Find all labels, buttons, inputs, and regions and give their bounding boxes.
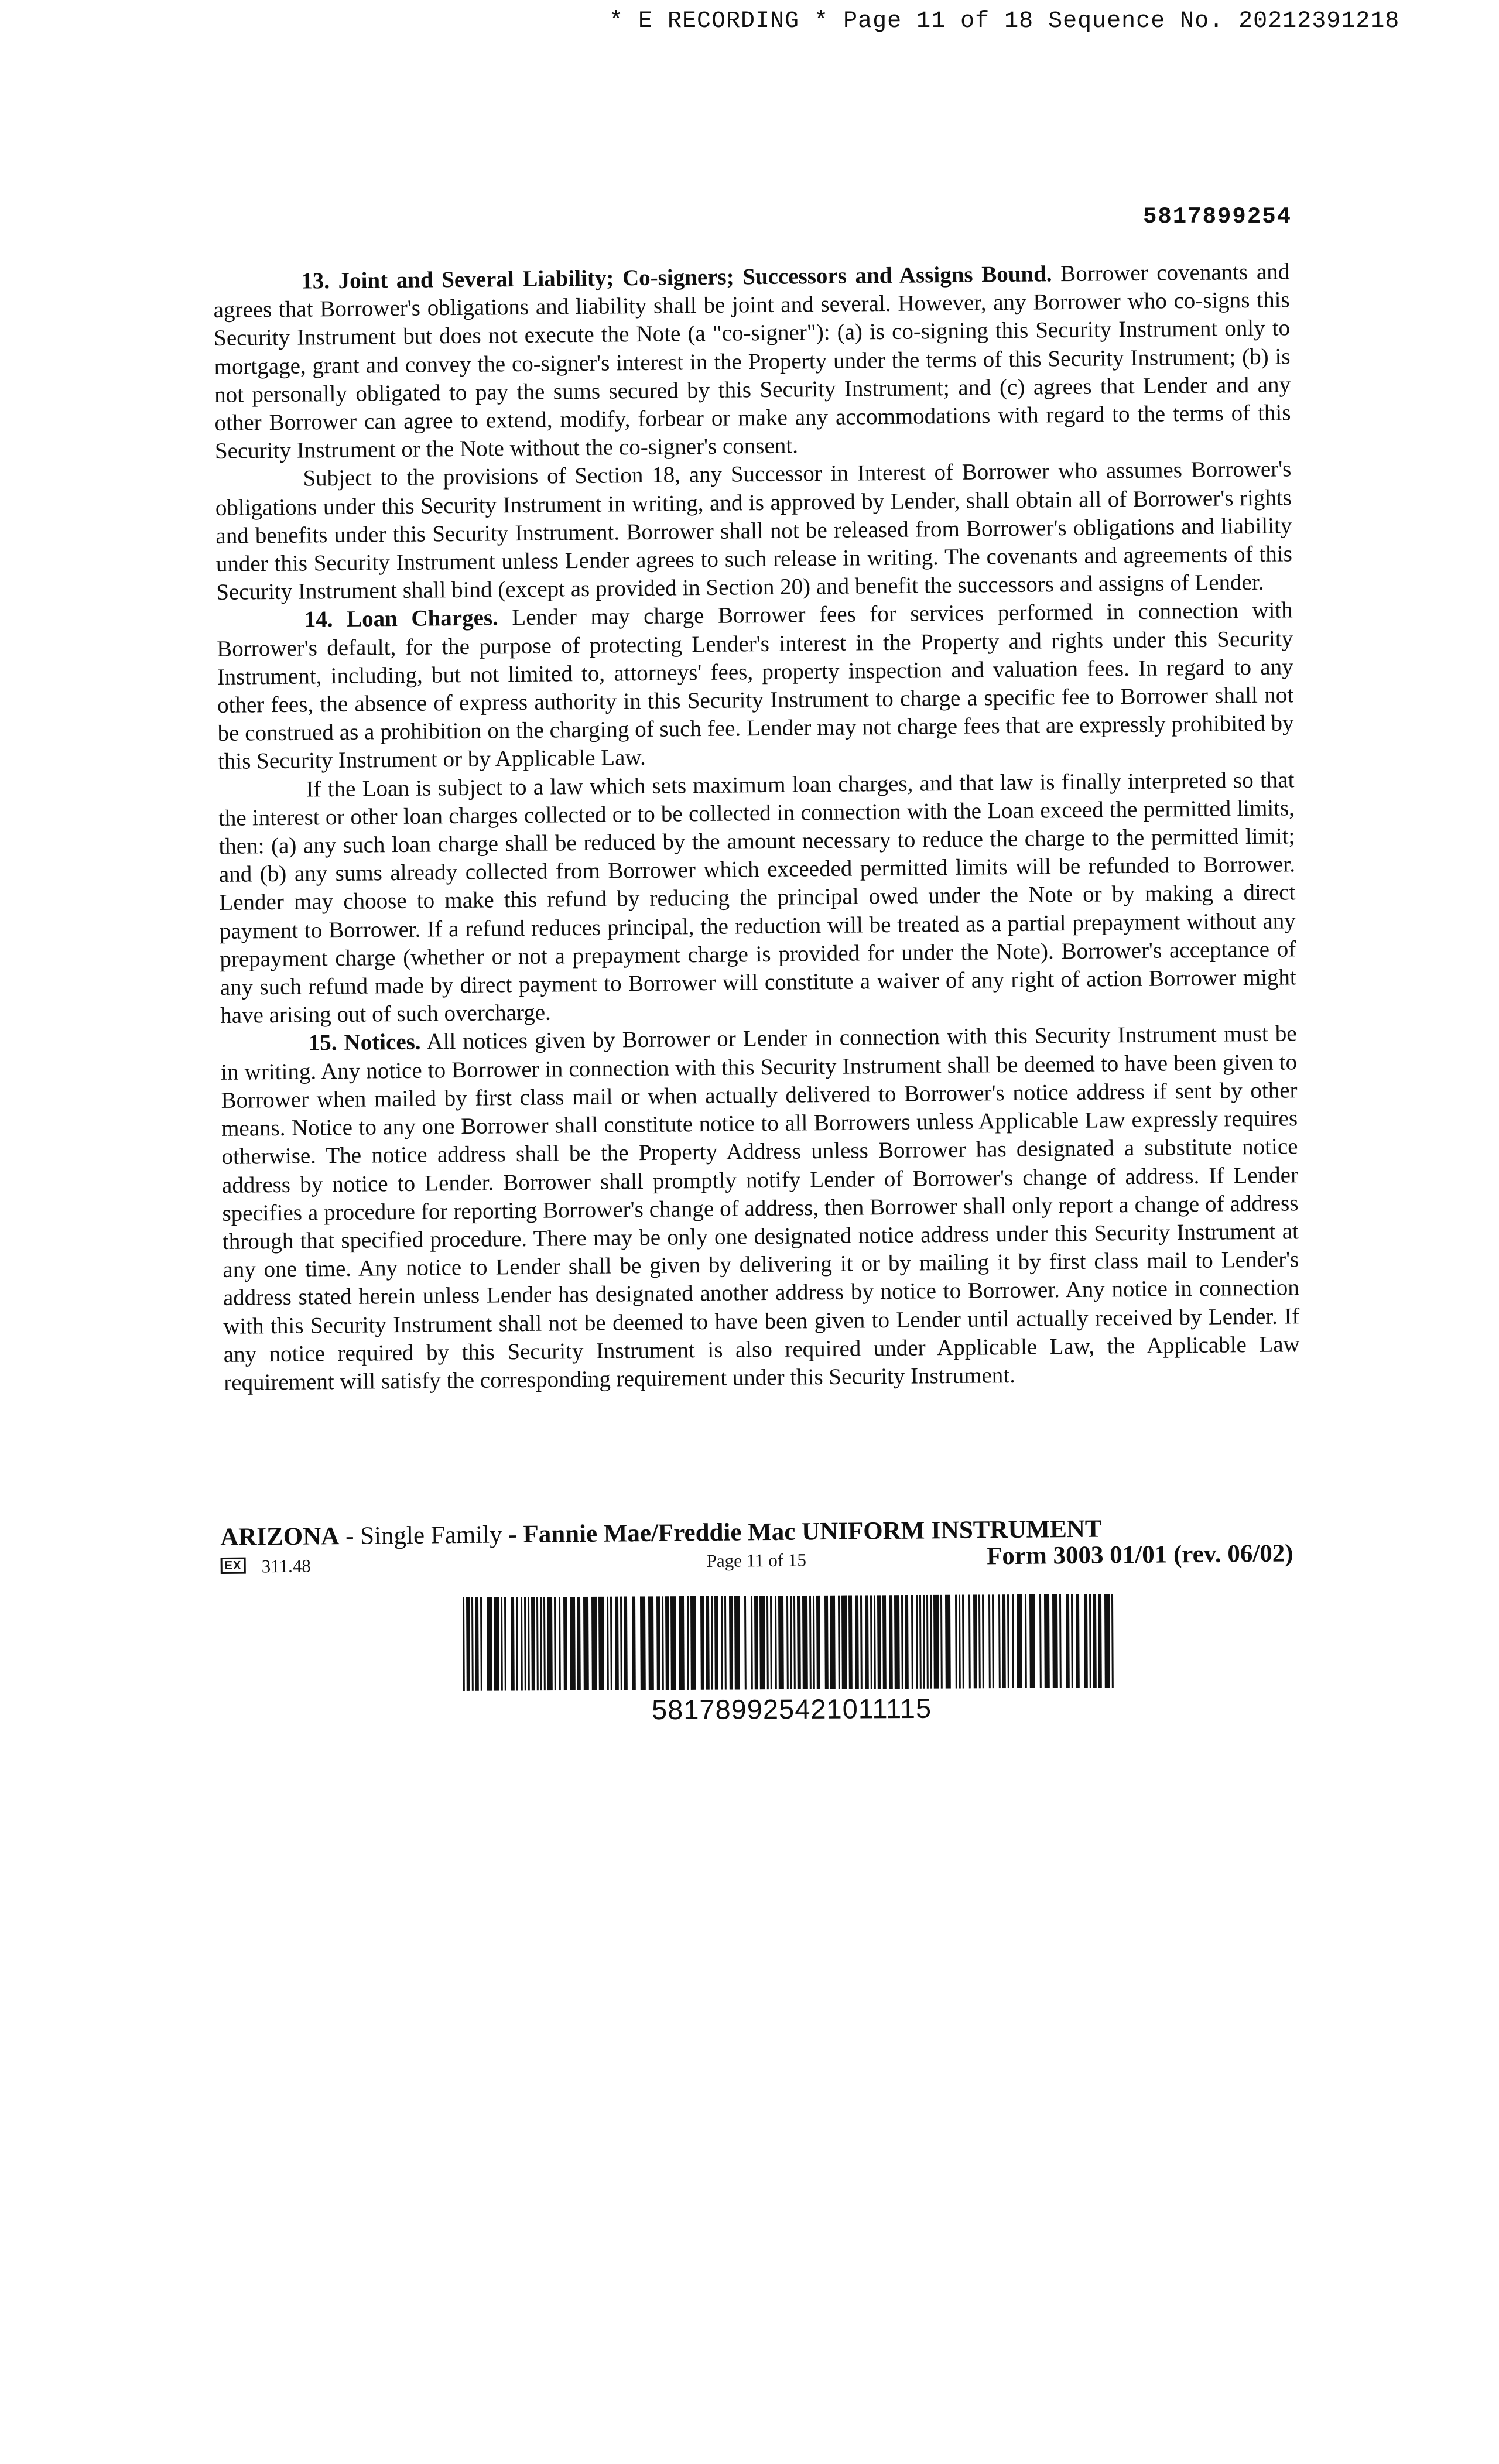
barcode-bar: [926, 1595, 929, 1689]
barcode-bar: [877, 1595, 881, 1689]
barcode-bar: [734, 1596, 740, 1690]
barcode-bar: [559, 1597, 561, 1690]
barcode-bar: [766, 1596, 769, 1689]
barcode-bar: [1007, 1594, 1009, 1688]
barcode-bar: [624, 1597, 628, 1690]
barcode-bar: [466, 1597, 470, 1691]
barcode-bar: [679, 1596, 685, 1690]
section-13-text: Borrower covenants and agrees that Borrower's obligations and liability shall be joint and several. However, any Borrower who co-signs this Security Instrument but does not execute the Note (a "co-signer"): (a) is co-signing this Security Instrument only to mortgage, grant and convey the co-signer's interest in the Property under the terms of this Security Instrument; (b) is not personally obligated to pay the sums secured by this Security Instrument; and (c) agrees that Lender and any other Borrower can agree to extend, modify, forbear or make any accommodations with regard to the terms of this Security Instrument or the Note without the co-signer's consent.: [213, 259, 1291, 464]
barcode-bar: [1059, 1594, 1062, 1688]
barcode-bar: [988, 1594, 991, 1688]
section-14-text: Lender may charge Borrower fees for services performed in connection with Borrower's default, for the purpose of protecting Lender's interest in the Property and rights under this Security Instrument, including, but not limited to, attorneys' fees, property inspection and valuation fees. In regard to any other fees, the absence of express authority in this Security Instrument to charge a specific fee to Borrower shall not be construed as a prohibition on the charging of such fee. Lender may not charge fees that are expressly prohibited by this Security Instrument or by Applicable Law.: [217, 597, 1294, 775]
barcode-bar: [754, 1596, 758, 1689]
barcode-bar: [1052, 1594, 1058, 1688]
recording-stamp: * E RECORDING * Page 11 of 18 Sequence No. 20212391218: [609, 8, 1400, 35]
barcode-bar: [711, 1596, 713, 1690]
barcode-bar: [841, 1596, 847, 1689]
barcode-bar: [1044, 1594, 1050, 1688]
barcode-bar: [724, 1596, 727, 1690]
barcode-bar: [968, 1594, 971, 1688]
barcode-image: [460, 1594, 1122, 1691]
barcode-bar: [1071, 1594, 1073, 1688]
barcode-bar: [687, 1596, 689, 1690]
barcode-bar: [501, 1597, 503, 1691]
barcode-bar: [540, 1597, 542, 1690]
barcode-bar: [973, 1594, 977, 1688]
barcode-bar: [1025, 1594, 1027, 1688]
barcode-bar: [620, 1597, 622, 1690]
barcode-bar: [838, 1596, 840, 1689]
document-body: [213, 258, 1300, 1397]
barcode-bar: [855, 1595, 859, 1689]
barcode-bar: [1002, 1594, 1006, 1688]
barcode-bar: [1098, 1594, 1102, 1688]
barcode-bar: [1089, 1594, 1091, 1688]
barcode-bar: [778, 1596, 784, 1689]
section-14-paragraph-2: If the Loan is subject to a law which sets maximum loan charges, and that law is finally interpreted so that the interest or other loan charges collected or to be collected in connection with the Loan exceed the permitted limits, then: (a) any such loan charge shall be reduced by the amount necessary to reduce the charge to the permitted limit; and (b) any sums already collected from Borrower which exceeded permitted limits will be refunded to Borrower. Lender may choose to make this refund by reducing the principal owed under the Note or by making a direct payment to Borrower. If a refund reduces principal, the reduction will be treated as a partial prepayment without any prepayment charge (whether or not a prepayment charge is provided for under the Note). Borrower's acceptance of any such refund made by direct payment to Borrower will constitute a waiver of any right of action Borrower might have arising out of such overcharge.: [218, 766, 1296, 1029]
barcode-bar: [1029, 1594, 1035, 1688]
barcode-bar: [945, 1595, 951, 1689]
barcode-bar: [494, 1597, 499, 1691]
barcode-bar: [521, 1597, 523, 1690]
barcode-bar: [547, 1597, 553, 1690]
barcode-block: [460, 1594, 1122, 1727]
barcode-bar: [1039, 1594, 1042, 1688]
barcode-bar: [721, 1596, 723, 1690]
barcode-bar: [809, 1596, 812, 1689]
barcode-bar: [933, 1595, 939, 1689]
barcode-bar: [824, 1596, 829, 1689]
barcode-bar: [1066, 1594, 1070, 1688]
form-page-label: Page 11 of 15: [706, 1549, 807, 1572]
barcode-bar: [882, 1595, 887, 1689]
section-15-text: All notices given by Borrower or Lender in connection with this Security Instrument must be in writing. Any notice to Borrower in connection with this Security Instrument shall be deemed to have been given to Borrower when mailed by first class mail or when actually delivered to Borrower's notice address if sent by other means. Notice to any one Borrower shall constitute notice to all Borrowers unless Applicable Law expressly requires otherwise. The notice address shall be the Property Address unless Borrower has designated a substitute notice address by notice to Lender. Borrower shall promptly notify Lender of Borrower's change of address. If Lender specifies a procedure for reporting Borrower's change of address, then Borrower shall only report a change of address through that specified procedure. There may be only one designated notice address under this Security Instrument at any one time. Any notice to Lender shall be given by delivering it or by mailing it by first class mail to Lender's address stated herein unless Lender has designated another address by notice to Borrower. Any notice in connection with this Security Instrument shall not be deemed to have been given to Lender until actually received by Lender. If any notice required by this Security Instrument is also required under Applicable Law, the Applicable Law requirement will satisfy the corresponding requirement under this Security Instrument.: [220, 1021, 1300, 1395]
barcode-bar: [648, 1596, 654, 1690]
section-15-paragraph: [220, 1020, 1300, 1397]
barcode-bar: [670, 1596, 676, 1690]
section-14-paragraph: [217, 597, 1295, 776]
barcode-bar: [563, 1597, 567, 1690]
barcode-bar: [690, 1596, 696, 1690]
barcode-bar: [992, 1594, 994, 1688]
barcode-bar: [998, 1594, 1001, 1688]
barcode-bar: [554, 1597, 556, 1690]
barcode-bar: [911, 1595, 913, 1689]
barcode-bar: [770, 1596, 772, 1689]
form-number: Form 3003 01/01 (rev. 06/02): [986, 1539, 1293, 1570]
barcode-bar: [786, 1596, 789, 1689]
barcode-bar: [487, 1597, 492, 1691]
barcode-bar: [706, 1596, 710, 1690]
barcode-bar: [978, 1594, 981, 1688]
section-13-heading: 13. Joint and Several Liability; Co-signers; Successors and Assigns Bound.: [301, 261, 1052, 294]
barcode-bar: [528, 1597, 530, 1690]
barcode-bar: [463, 1597, 465, 1691]
barcode-bar: [729, 1596, 733, 1690]
barcode-bar: [610, 1597, 612, 1690]
barcode-bar: [955, 1595, 957, 1689]
barcode-bar: [632, 1596, 636, 1690]
barcode-bar: [816, 1596, 820, 1689]
barcode-bar: [591, 1597, 597, 1690]
barcode-bar: [775, 1596, 777, 1689]
barcode-bar: [802, 1596, 808, 1689]
section-15-heading: 15. Notices.: [308, 1029, 421, 1056]
barcode-bar: [662, 1596, 664, 1690]
section-13-paragraph-2: Subject to the provisions of Section 18, any Successor in Interest of Borrower who assumes Borrower's obligations under this Security Instrument in writing, and is approved by Lender, shall obtain all of Borrower's rights and benefits under this Security Instrument. Borrower shall not be released from Borrower's obligations and liability under this Security Instrument unless Lender agrees to such release in writing. The covenants and agreements of this Security Instrument shall bind (except as provided in Section 20) and benefit the successors and assigns of Lender.: [215, 456, 1292, 605]
barcode-bar: [959, 1595, 961, 1689]
barcode-bar: [982, 1594, 984, 1688]
barcode-bar: [751, 1596, 753, 1689]
barcode-bar: [570, 1597, 576, 1690]
barcode-bar: [744, 1596, 747, 1689]
barcode-bar: [480, 1597, 482, 1691]
barcode-bar: [793, 1596, 796, 1689]
barcode-bar: [889, 1595, 893, 1689]
barcode-bar: [790, 1596, 792, 1689]
barcode-bar: [665, 1596, 669, 1690]
barcode-bar: [901, 1595, 903, 1689]
barcode-bar: [1111, 1594, 1114, 1688]
barcode-bar: [923, 1595, 925, 1689]
barcode-bar: [930, 1595, 932, 1689]
barcode-bar: [714, 1596, 718, 1690]
barcode-bar: [1017, 1594, 1022, 1688]
barcode-bar: [1093, 1594, 1097, 1688]
barcode-bar: [577, 1597, 581, 1690]
barcode-bar: [916, 1595, 918, 1689]
footer-family: Single Family: [360, 1521, 502, 1550]
barcode-bar: [830, 1596, 836, 1689]
barcode-number: 581789925421011115: [651, 1692, 932, 1726]
barcode-bar: [504, 1597, 506, 1691]
footer-separator: -: [339, 1522, 361, 1551]
barcode-bar: [1084, 1594, 1088, 1688]
barcode-bar: [511, 1597, 515, 1691]
footer-instrument: Fannie Mae/Freddie Mac UNIFORM INSTRUMENT: [523, 1515, 1102, 1549]
barcode-bar: [865, 1595, 869, 1689]
barcode-bar: [524, 1597, 526, 1690]
barcode-bar: [700, 1596, 704, 1690]
barcode-bar: [848, 1595, 853, 1689]
barcode-bar: [607, 1597, 609, 1690]
barcode-bar: [919, 1595, 922, 1689]
barcode-bar: [615, 1597, 619, 1690]
barcode-bar: [894, 1595, 900, 1689]
ex-badge: EX: [221, 1558, 246, 1574]
barcode-bar: [583, 1597, 589, 1690]
barcode-bar: [1012, 1594, 1014, 1688]
barcode-bar: [813, 1596, 815, 1689]
footer-state: ARIZONA: [220, 1522, 340, 1551]
barcode-bar: [516, 1597, 518, 1690]
loan-number: 5817899254: [1143, 204, 1292, 230]
barcode-bar: [531, 1597, 535, 1690]
barcode-bar: [940, 1595, 943, 1689]
ex-code: 311.48: [261, 1555, 311, 1577]
barcode-bar: [536, 1597, 539, 1690]
section-13-paragraph: [213, 258, 1291, 466]
section-14-heading: 14. Loan Charges.: [304, 605, 499, 632]
barcode-bar: [475, 1597, 479, 1691]
barcode-bar: [905, 1595, 909, 1689]
barcode-bar: [598, 1597, 604, 1690]
barcode-bar: [1076, 1594, 1080, 1688]
barcode-bar: [759, 1596, 765, 1689]
barcode-bar: [656, 1596, 660, 1690]
barcode-bar: [860, 1595, 863, 1689]
barcode-bar: [1104, 1594, 1110, 1688]
barcode-bar: [874, 1595, 876, 1689]
barcode-bar: [640, 1596, 646, 1690]
barcode-bar: [797, 1596, 801, 1689]
footer-separator-2: -: [502, 1521, 523, 1549]
barcode-bar: [543, 1597, 546, 1690]
form-footer: [220, 1512, 1293, 1582]
barcode-bar: [870, 1595, 872, 1689]
barcode-bar: [471, 1597, 474, 1691]
barcode-bar: [962, 1594, 964, 1688]
